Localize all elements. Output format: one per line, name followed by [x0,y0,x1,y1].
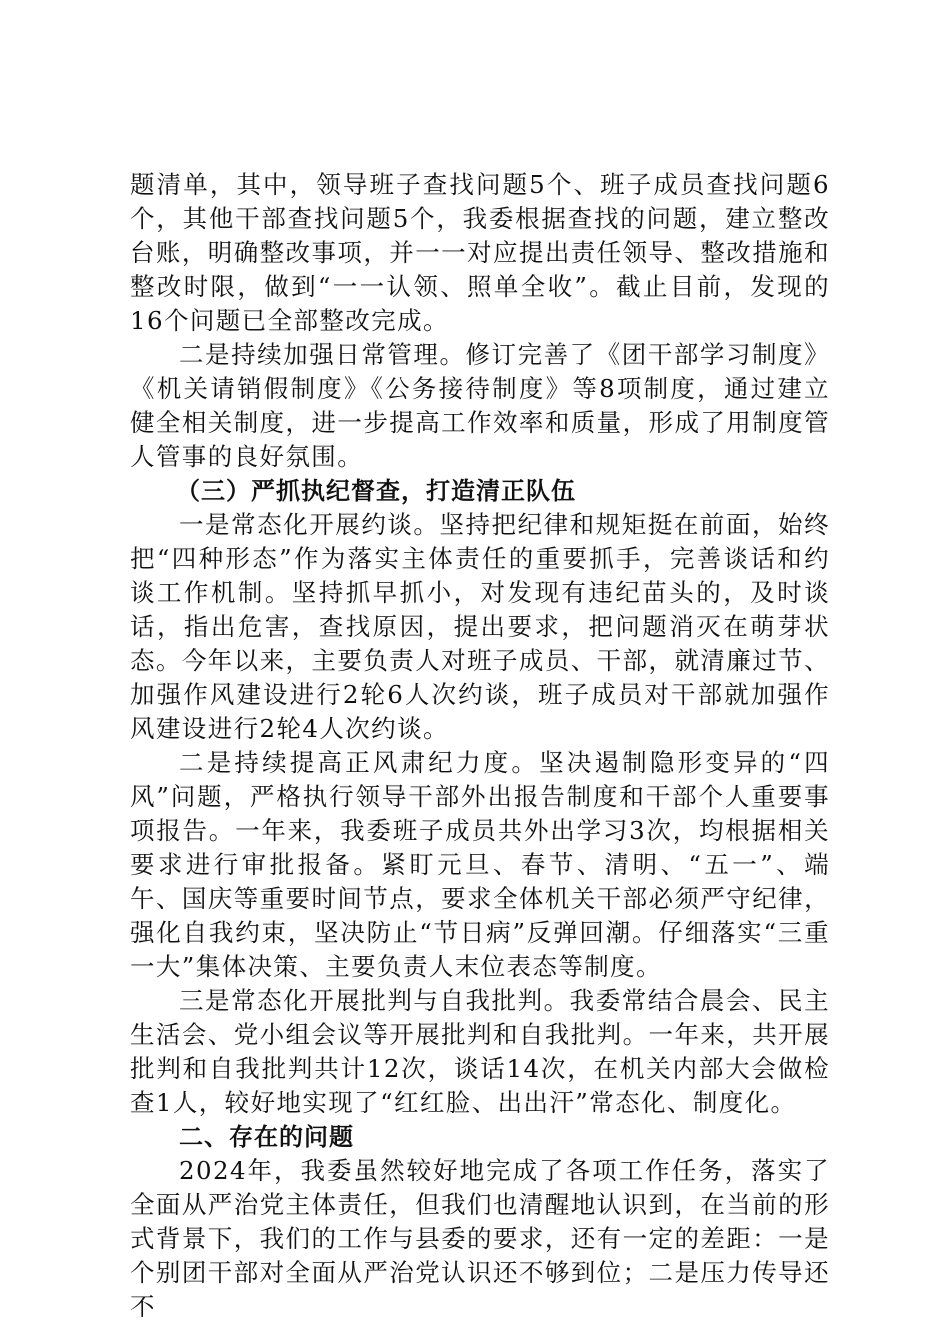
section-heading-discipline: （三）严抓执纪督查，打造清正队伍 [176,477,576,505]
paragraph-regular-talks: 一是常态化开展约谈。坚持把纪律和规矩挺在前面，始终把“四种形态”作为落实主体责任的重要抓手，完善谈话和约谈工作机制。坚持抓早抓小，对发现有违纪苗头的，及时谈话，指出危害，查找原因，提出要求，把问题消灭在萌芽状态。今年以来，主要负责人对班子成员、干部，就清廉过节、加强作风建设进行2轮6人次约谈，班子成员对干部就加强作风建设进行2轮4人次约谈。 [130,510,830,743]
paragraph-continuation: 题清单，其中，领导班子查找问题5个、班子成员查找问题6个，其他干部查找问题5个，我委根据查找的问题，建立整改台账，明确整改事项，并一一对应提出责任领导、整改措施和整改时限，做到“一一认领、照单全收”。截止目前，发现的16个问题已全部整改完成。 [130,170,830,335]
section-heading-problems: 二、存在的问题 [179,1123,354,1151]
paragraph-self-criticism: 三是常态化开展批判与自我批判。我委常结合晨会、民主生活会、党小组会议等开展批判和自我批判。一年来，共开展批判和自我批判共计12次，谈话14次，在机关内部大会做检查1人，较好地实现了“红红脸、出出汗”常态化、制度化。 [130,986,830,1117]
document-body [130,168,830,1324]
paragraph-daily-management: 二是持续加强日常管理。修订完善了《团干部学习制度》《机关请销假制度》《公务接待制度》等8项制度，通过建立健全相关制度，进一步提高工作效率和质量，形成了用制度管人管事的良好氛围。 [130,340,830,471]
paragraph-style-discipline: 二是持续提高正风肃纪力度。坚决遏制隐形变异的“四风”问题，严格执行领导干部外出报告制度和干部个人重要事项报告。一年来，我委班子成员共外出学习3次，均根据相关要求进行审批报备。紧盯元旦、春节、清明、“五一”、端午、国庆等重要时间节点，要求全体机关干部必须严守纪律，强化自我约束，坚决防止“节日病”反弹回潮。仔细落实“三重一大”集体决策、主要负责人末位表态等制度。 [130,748,830,981]
paragraph-existing-problems: 2024年，我委虽然较好地完成了各项工作任务，落实了全面从严治党主体责任，但我们也清醒地认识到，在当前的形式背景下，我们的工作与县委的要求，还有一定的差距：一是个别团干部对全面从严治党认识还不够到位；二是压力传导还不 [130,1156,830,1321]
